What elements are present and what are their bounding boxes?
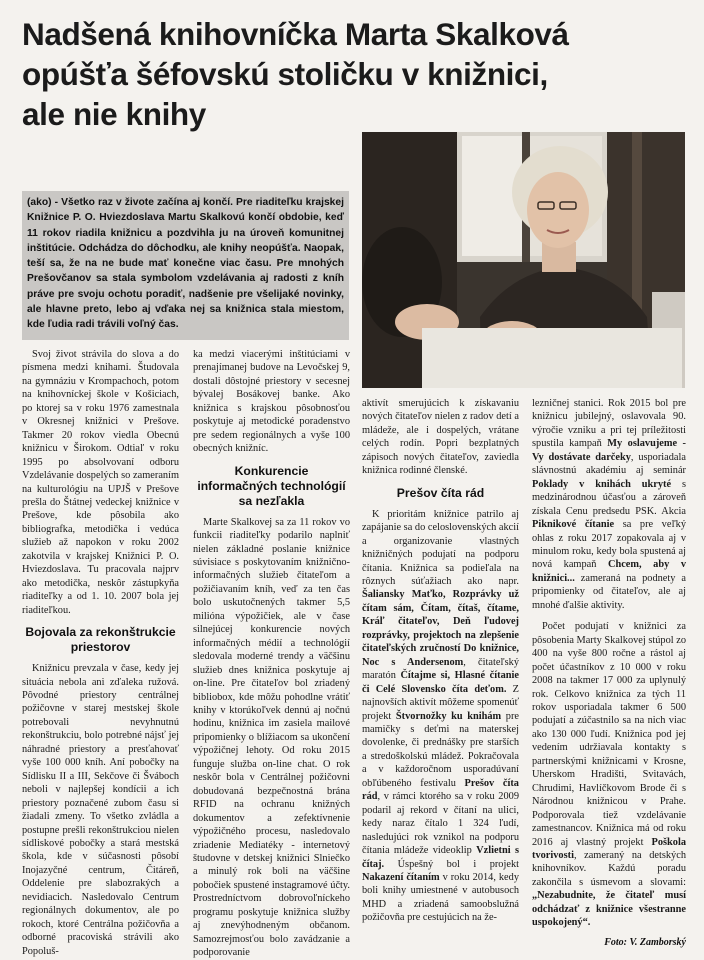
col4-paragraph-2: Počet podujatí v knižnici za pôsobenia Marty Skalkovej stúpol zo 400 na vyše 800 ročne a rástol aj počet účastníkov z 10 000 v roku 2008 na takmer 17 000 za uplynulý rok. Celkovo knižnica za tých 11 rokov usporiadala takmer 6 500 podujatí a zúčastnilo sa na nich viac ako 130 000 ľudí. Knižnica pod jej vedením udržiavala kontakty s partnerskými knižnicami v Krosne, Uherskom Hradišti, Svitavách, Chrudimi, Havlíčkovom Brode či s Národnou knižnicou v Prahe. Podporovala tiež vzdelávanie zamestnancov. Knižnica má od roku 2016 aj vlastný projekt Poškola tvorivosti, zameraný na detských knihovníkov. Každú poradu zakončila s úsmevom a slovami: „Nezabudnite, že čitateľ musí odchádzať z knižnice všestranne uspokojený“. bbox=[532, 621, 686, 929]
col1-paragraph-2: Knižnicu prevzala v čase, kedy jej situácia nebola ani zďaleka ružová. Pôvodné priestory centrálnej požičovne v starej mestskej škole potrebovali nevyhnutnú rekonštrukciu, bolo potrebné nájsť jej náhradné priestory a presťahovať vyše 100 000 kníh. Aní pobočky na Sídlisku II a III, Sekčove či Šváboch neboli v najlepšej kondícii a ich priestory poznačené zubom času si žiadali zmeny. To všetko zvládla a postupne prešli rekonštrukciou nielen sídliskové pobočky a stará mestská škola, kde v súčasnosti pôsobí Inojazyčné centrum, Čitáreň, Oddelenie pre slabozrakých a nevidiacich. Nasledovalo Centrum regionálnych dokumentov, ale po rokoch, ktoré Centrálna požičovňa a odborné pracoviská strávili ako Popoluš- bbox=[22, 663, 179, 957]
col3-subheading: Prešov číta rád bbox=[396, 485, 485, 500]
article-column-4 bbox=[532, 397, 686, 942]
article-column-1 bbox=[22, 348, 179, 957]
col4-paragraph-1: lezničnej stanici. Rok 2015 bol pre knižnicu jubilejný, oslavovala 90. výročie vzniku a pri tej príležitosti spustila kampaň My oslavujeme - Vy dostávate darčeky, usporiadala slávnostnú akadémiu aj seminár Poklady v knihách ukryté s medzinárodnou účasťou a zároveň získala Cenu predsedu PSK. Akcia Piknikové čítanie sa pre veľký ohlas z roku 2017 zopakovala aj v minulom roku, kedy bola spustená aj nová kampaň Chcem, aby v knižnici... zameraná na podnety a pripomienky od čitateľov, ale aj mnohé ďalšie aktivity. bbox=[532, 398, 686, 611]
headline-line-3: ale nie knihy bbox=[22, 96, 206, 132]
article-column-2 bbox=[193, 348, 350, 959]
col2-paragraph-2: Marte Skalkovej sa za 11 rokov vo funkcii riaditeľky podarilo naplniť nielen základné poslanie knižnice súvisiace s poskytovaním knižnično-informačných služieb čitateľom a požičiavaním kníh, veď za ten čas bolo uskutočnených takmer 5,5 milióna výpožičiek, ale v čase silnejúcej konkurencie nových informačných médií a technológií sledovala moderné trendy a väčšinu služieb dnes knižnica poskytuje aj on-line. Pre čitateľov bol zriadený bibliobox, kde môžu pohodlne vrátiť knihy v ktorúkoľvek dennú aj nočnú hodinu, knižnica im zasiela mailové pripomienky o blížiacom sa ukončení výpožičnej lehoty. Od roku 2015 funguje služba on-line chat. O rok neskôr bola v Centrálnej požičovni dobudovaná bezpečnostná brána RFID na ochranu knižných dokumentov a zefektívnenie výpožičného procesu, nasledovalo zriadenie Mediatéky - internetový študovne v detskej knižnici Slniečko a minulý rok boli na väčšine pobočiek spustené instagramové účty. Prostredníctvom dobrovoľníckeho programu poskytuje knižnica služby aj znevýhodneným občanom. Samozrejmosťou bolo zavádzanie a podporovanie bbox=[193, 516, 350, 959]
photo-credit: Foto: V. Zamborský bbox=[604, 937, 686, 948]
col1-subheading: Bojovala za rekonštrukcie priestorov bbox=[25, 625, 176, 655]
col1-paragraph-1: Svoj život strávila do slova a do písmena medzi knihami. Študovala na gymnáziu v Krompachoch, potom na knihovníckej škole v Košiciach, po ktorej sa v roku 1976 zamestnala v Okresnej knižnici v Prešove. Takmer 20 rokov viedla Obecnú knižnicu v Širokom. Odtiaľ v roku 1995 po absolvovaní odboru Vzdelávanie dospelých so zameraním na kulturológiu na UPJŠ v Prešove prešla do Štátnej vedeckej knižnice v Prešove, kde pôsobila ako bibliografka, metodička i vedúca služieb až napokon v roku 2002 zakotvila v krajskej Knižnici P. O. Hviezdoslava. Tu pracovala najprv ako metodička, neskôr zástupkyňa riaditeľky a od 1. 10. 2007 bola jej riaditeľkou. bbox=[22, 349, 179, 616]
lead-paragraph: (ako) - Všetko raz v živote začína aj končí. Pre riaditeľku krajskej Knižnice P. O. Hviezdoslava Martu Skalkovú končí obdobie, keď 11 rokov riadila knižnicu a pozdvihla ju na úroveň komunitnej inštitúcie. Odchádza do dôchodku, ale knihy neopúšťa. Naopak, teší sa, že na ne bude mať konečne viac času. Pre mnohých Prešovčanov sa stala symbolom vzdelávania aj radosti z kníh práve pre svoju ochotu poradiť, nadšenie pre všelijaké novinky, ale hlavne preto, lebo aj vďaka nej sa knižnica stala miestom, kde ľudia radi trávili voľný čas. bbox=[22, 191, 349, 340]
col3-paragraph-1: aktivít smerujúcich k získavaniu nových čitateľov nielen z radov detí a mládeže, ale i dospelých, vrátane celých rodín. Popri bezplatných zápisoch nových čitateľov, zaviedla knižnica rodinné členské. bbox=[362, 398, 519, 477]
headline-line-2: opúšťa šéfovskú stoličku v knižnici, bbox=[22, 56, 548, 92]
headline-line-1: Nadšená knihovníčka Marta Skalková bbox=[22, 16, 569, 52]
headline bbox=[22, 14, 692, 134]
portrait-photo bbox=[362, 132, 685, 388]
col3-paragraph-2: K prioritám knižnice patrilo aj zapájanie sa do celoslovenských akcií a organizovanie vlastných knižničných podujatí na podporu čítania. Knižnica sa podieľala na rôznych súťažiach ako napr. Šaliansky Maťko, Rozprávky už čítam sám, Čítam, čítaš, čítame, Kráľ čitateľov, Deň ľudovej rozprávky, projektoch na zlepšenie čitateľských zručností Do knižnice, Noc s Andersenom, čitateľský maratón Čítajme si, Hlasné čítanie či Celé Slovensko číta deťom. Z najnovších aktivít môžeme spomenúť projekt Štvornožky ku knihám pre mamičky s deťmi na materskej dovolenke, či prednášky pre starších a stredoškolskú mládež. Pokračovala a v každoročnom usporadúvaní obľúbeného festivalu Prešov číta rád, v rámci ktorého sa v roku 2009 podaril aj rekord v čítaní na ulici, kedy naraz čítalo 1 324 ľudí, nasledujúci rok vznikol na podporu čítania mládeže videoklip Vzlietni s čítaj. Úspešný bol i projekt Nakazení čítaním v roku 2014, kedy boli knihy umiestnené v autobusoch MHD a zriadená samoobslužná požičovňa pre cestujúcich na že- bbox=[362, 508, 520, 924]
col2-paragraph-1: ka medzi viacerými inštitúciami v prenajímanej budove na Levočskej 9, dostali dôstojné priestory v secesnej bývalej Bosákovej banke. Ako knižnica s krajskou pôsobnosťou poskytuje aj metodické poradenstvo pre sedem regionálnych a vyše 100 obecných knižníc. bbox=[193, 349, 350, 455]
col2-subheading: Konkurencie informačných technológií sa nezľakla bbox=[197, 463, 346, 508]
portrait-photo-image bbox=[362, 132, 685, 388]
article-column-3 bbox=[362, 397, 519, 953]
